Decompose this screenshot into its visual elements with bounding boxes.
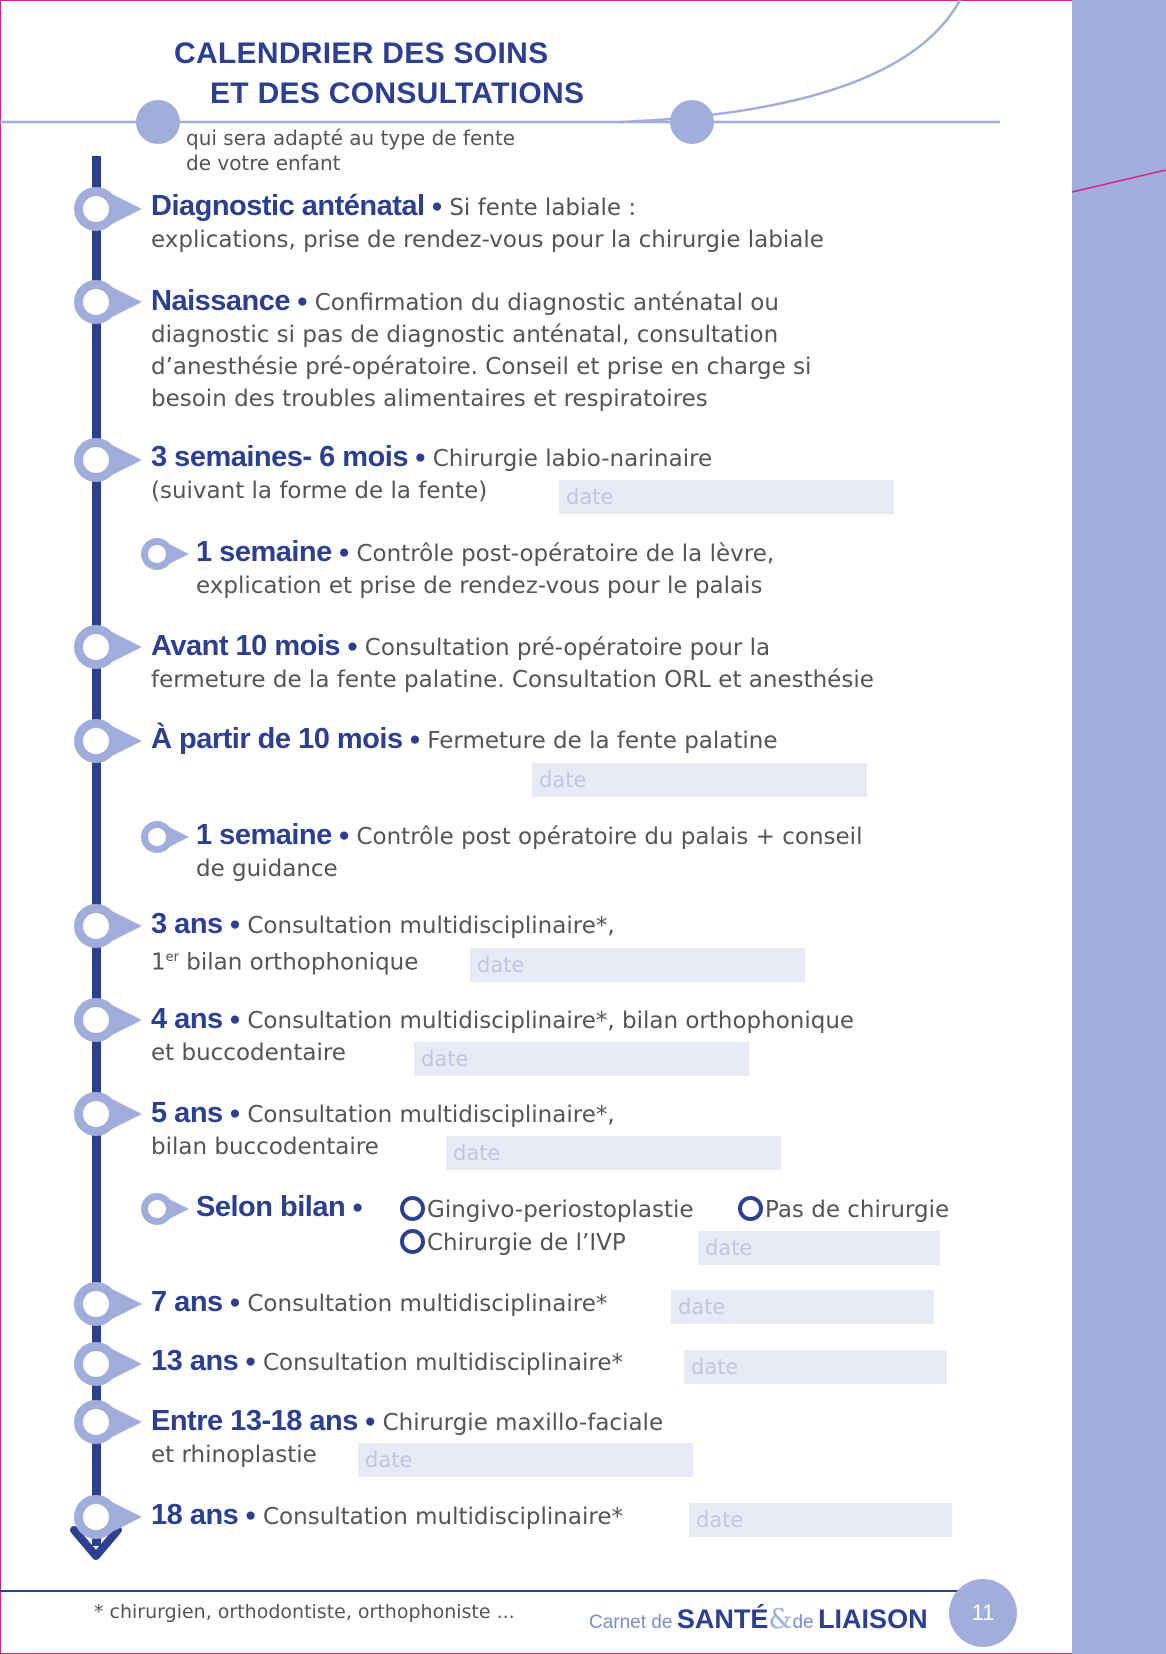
entry-heading: 3 semaines- 6 mois [151, 441, 408, 473]
entry-13-ans [151, 1345, 623, 1379]
date-field[interactable]: date [414, 1042, 749, 1076]
entry-text: Contrôle post opératoire du palais + conseil [356, 824, 863, 850]
brand-sante: SANTÉ [676, 1604, 769, 1634]
option-label: Chirurgie de l’IVP [427, 1230, 626, 1256]
marker-main [74, 719, 142, 763]
subtitle-line-1: qui sera adapté au type de fente [186, 126, 516, 150]
entry-heading: Naissance [151, 285, 290, 317]
marker-main [74, 438, 142, 482]
entry-text: (suivant la forme de la fente) [151, 478, 488, 504]
entry-text: Consultation multidisciplinaire* [263, 1350, 623, 1376]
entry-text: de guidance [196, 856, 338, 882]
marker-sub [141, 821, 189, 853]
entry-text: diagnostic si pas de diagnostic anténatal, consultation [151, 322, 779, 348]
entry-heading: 3 ans [151, 908, 223, 940]
entry-text: Consultation multidisciplinaire* [247, 1291, 608, 1317]
radio-circle-icon[interactable] [400, 1229, 425, 1254]
option-gingivo-periostoplastie[interactable] [400, 1194, 694, 1226]
entry-heading: 5 ans [151, 1097, 223, 1129]
entry-selon-bilan [196, 1191, 370, 1225]
entry-text: fermeture de la fente palatine. Consultation ORL et anesthésie [151, 667, 874, 693]
entry-heading: Avant 10 mois [151, 630, 341, 662]
date-field[interactable]: date [532, 763, 867, 797]
bullet: • [362, 1410, 378, 1436]
bullet: • [336, 824, 352, 850]
entry-avant-10-mois [151, 630, 874, 696]
superscript: er [165, 950, 179, 965]
entry-text: d’anesthésie pré-opératoire. Conseil et prise en charge si [151, 354, 812, 380]
footer-rule [0, 1590, 1002, 1592]
bullet: • [243, 1350, 258, 1376]
date-field[interactable]: date [689, 1503, 952, 1537]
date-field[interactable]: date [470, 948, 805, 982]
entry-diagnostic-antenatal [151, 190, 824, 256]
bullet: • [227, 1291, 243, 1317]
date-field[interactable]: date [698, 1231, 940, 1265]
page-number: 11 [949, 1579, 1017, 1647]
title-line-2: ET DES CONSULTATIONS [210, 77, 585, 110]
entry-text: Chirurgie labio-narinaire [432, 446, 713, 472]
entry-heading: 1 semaine [196, 536, 332, 568]
marker-main [74, 1400, 142, 1444]
entry-text: 1 [151, 949, 166, 976]
entry-heading: Diagnostic anténatal [151, 190, 425, 222]
bullet: • [350, 1196, 365, 1222]
option-label: Gingivo-periostoplastie [427, 1197, 694, 1223]
entry-text: Consultation pré-opératoire pour la [364, 635, 771, 661]
timeline-axis-line [92, 156, 101, 1546]
entry-text: Consultation multidisciplinaire*, [247, 1102, 615, 1128]
entry-text: explications, prise de rendez-vous pour la chirurgie labiale [151, 227, 824, 253]
entry-heading: À partir de 10 mois [151, 723, 403, 755]
bullet: • [345, 635, 360, 661]
entry-heading: Selon bilan [196, 1191, 346, 1223]
entry-heading: Entre 13-18 ans [151, 1405, 358, 1437]
subtitle-line-2: de votre enfant [186, 151, 341, 175]
date-field[interactable]: date [559, 480, 894, 514]
entry-text: Consultation multidisciplinaire* [263, 1504, 623, 1530]
radio-circle-icon[interactable] [400, 1196, 425, 1221]
bullet: • [412, 446, 428, 472]
brand-carnet: Carnet de [589, 1612, 673, 1633]
marker-sub [141, 538, 189, 570]
marker-main [74, 625, 142, 669]
entry-text: Contrôle post-opératoire de la lèvre, [356, 541, 775, 567]
marker-main [74, 280, 142, 324]
entry-heading: 13 ans [151, 1345, 239, 1377]
entry-text: Confirmation du diagnostic anténatal ou [314, 290, 779, 316]
entry-naissance [151, 285, 811, 415]
brand-logo [589, 1604, 928, 1635]
bullet: • [227, 1008, 243, 1034]
entry-1-semaine-levre [196, 536, 774, 602]
entry-heading: 4 ans [151, 1003, 223, 1035]
entry-text: bilan orthophonique [178, 949, 419, 976]
option-label: Pas de chirurgie [765, 1197, 950, 1223]
marker-main [74, 1092, 142, 1136]
brand-ampersand: & [768, 1604, 793, 1635]
entry-heading: 7 ans [151, 1286, 223, 1318]
marker-main [74, 904, 142, 948]
bullet: • [243, 1504, 258, 1530]
bullet: • [336, 541, 352, 567]
entry-heading: 18 ans [151, 1499, 239, 1531]
date-field[interactable]: date [684, 1350, 947, 1384]
bullet: • [407, 728, 423, 754]
footnote: * chirurgien, orthodontiste, orthophoniste ... [94, 1601, 515, 1623]
option-pas-de-chirurgie[interactable] [738, 1194, 949, 1226]
entry-text: bilan buccodentaire [151, 1134, 379, 1160]
marker-main [74, 187, 142, 231]
entry-heading: 1 semaine [196, 819, 332, 851]
entry-text: besoin des troubles alimentaires et respiratoires [151, 386, 708, 412]
entry-a-partir-10-mois [151, 723, 778, 757]
bullet: • [227, 1102, 243, 1128]
entry-text: et rhinoplastie [151, 1442, 317, 1468]
entry-text: Chirurgie maxillo-faciale [382, 1410, 664, 1436]
brand-liaison: LIAISON [818, 1604, 928, 1634]
entry-text: Consultation multidisciplinaire*, [247, 913, 615, 939]
marker-main [74, 1282, 142, 1326]
date-field[interactable]: date [358, 1443, 693, 1477]
marker-sub [141, 1193, 189, 1225]
radio-circle-icon[interactable] [738, 1196, 763, 1221]
entry-1-semaine-palais [196, 819, 862, 885]
option-chirurgie-ivp[interactable] [400, 1227, 626, 1259]
entry-text: Si fente labiale : [449, 195, 637, 221]
marker-main [74, 1342, 142, 1386]
entry-18-ans [151, 1499, 623, 1533]
entry-text: Fermeture de la fente palatine [427, 728, 778, 754]
entry-text: explication et prise de rendez-vous pour le palais [196, 573, 763, 599]
bullet: • [295, 290, 310, 316]
bullet: • [227, 913, 243, 939]
bullet: • [429, 195, 445, 221]
date-field[interactable]: date [671, 1290, 934, 1324]
brand-de: de [792, 1612, 814, 1633]
date-field[interactable]: date [446, 1136, 781, 1170]
title-line-1: CALENDRIER DES SOINS [174, 37, 549, 70]
entry-text: Consultation multidisciplinaire*, bilan orthophonique [247, 1008, 855, 1034]
entry-text: et buccodentaire [151, 1040, 346, 1066]
entry-7-ans [151, 1286, 607, 1320]
marker-main [74, 1495, 142, 1539]
marker-main [74, 998, 142, 1042]
